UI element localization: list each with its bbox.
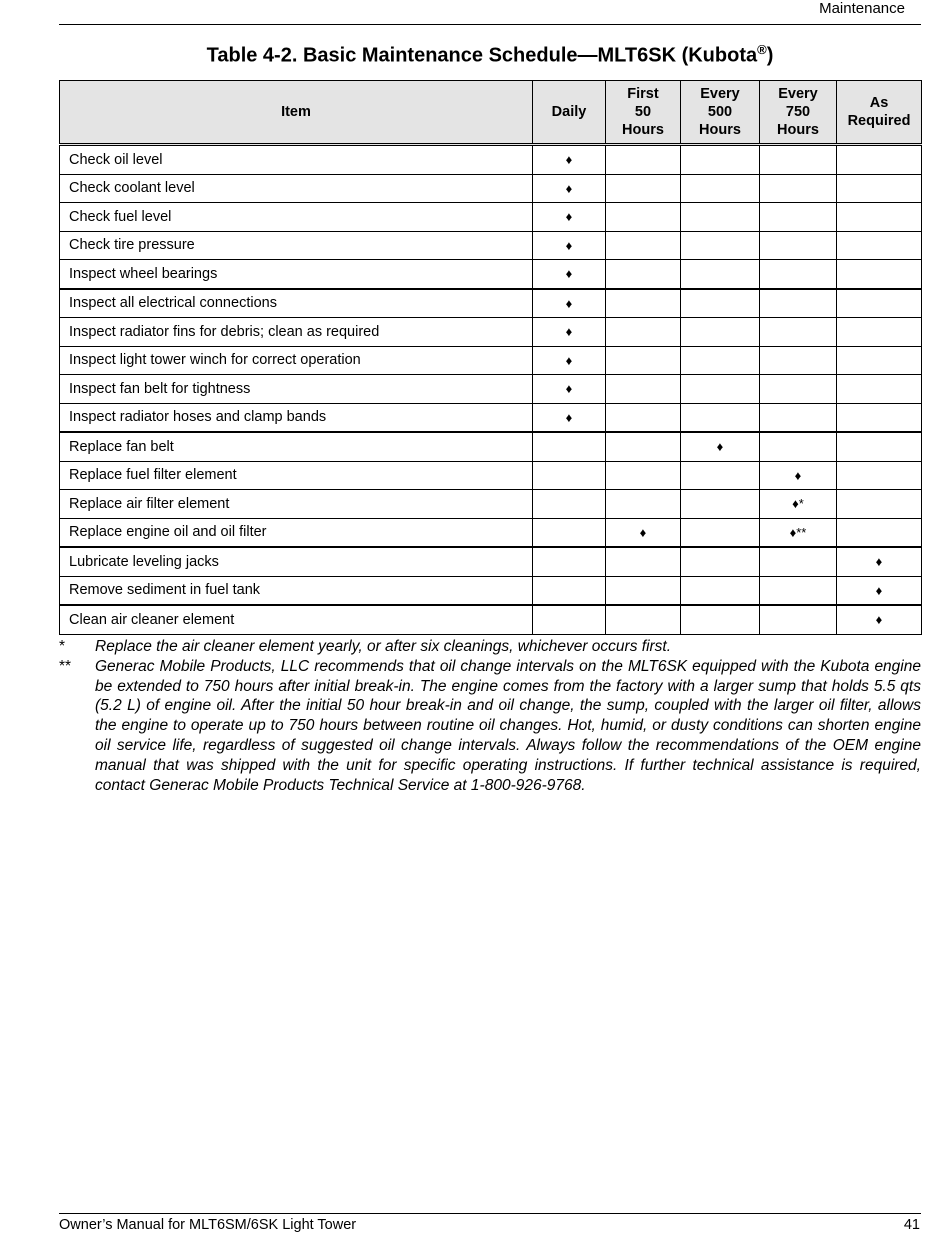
header-line: Every xyxy=(778,86,818,102)
item-cell: Check tire pressure xyxy=(60,231,533,260)
empty-cell xyxy=(760,203,837,232)
interval-mark: ♦ xyxy=(837,547,922,576)
footnote xyxy=(59,637,921,657)
interval-mark: ♦ xyxy=(533,403,606,432)
empty-cell xyxy=(681,461,760,490)
empty-cell xyxy=(533,490,606,519)
table-row xyxy=(60,547,922,576)
empty-cell xyxy=(681,490,760,519)
header-line: 500 xyxy=(707,104,733,120)
table-row xyxy=(60,346,922,375)
empty-cell xyxy=(681,605,760,634)
interval-mark: ♦** xyxy=(760,518,837,547)
item-cell: Inspect radiator hoses and clamp bands xyxy=(60,403,533,432)
manual-title: Owner’s Manual for MLT6SM/6SK Light Tower xyxy=(59,1217,357,1233)
empty-cell xyxy=(837,289,922,318)
empty-cell xyxy=(606,547,681,576)
empty-cell xyxy=(533,432,606,461)
table-row xyxy=(60,403,922,432)
empty-cell xyxy=(606,576,681,605)
table-row xyxy=(60,605,922,634)
item-cell: Inspect light tower winch for correct operation xyxy=(60,346,533,375)
empty-cell xyxy=(533,605,606,634)
empty-cell xyxy=(760,375,837,404)
empty-cell xyxy=(533,547,606,576)
interval-mark: ♦ xyxy=(533,231,606,260)
empty-cell xyxy=(681,318,760,347)
empty-cell xyxy=(681,289,760,318)
empty-cell xyxy=(533,518,606,547)
empty-cell xyxy=(606,145,681,175)
footnote-symbol: ** xyxy=(59,657,72,675)
interval-mark: ♦ xyxy=(533,346,606,375)
empty-cell xyxy=(760,174,837,203)
column-header-every-750-hours xyxy=(760,81,837,145)
interval-mark: ♦ xyxy=(533,318,606,347)
empty-cell xyxy=(837,432,922,461)
footnote-symbol: * xyxy=(59,638,66,655)
table-row xyxy=(60,289,922,318)
item-cell: Clean air cleaner element xyxy=(60,605,533,634)
empty-cell xyxy=(606,490,681,519)
footnote-text: Generac Mobile Products, LLC recommends that oil change intervals on the MLT6SK equipped with the Kubota engine be extended to 750 hours after initial break-in. The engine comes from the factory with a larger sump that holds 5.5 qts (5.2 L) of engine oil. After the initial 50 hour break-in and oil change, the sump, coupled with the larger oil filter, allows the engine to operate up to 750 hours between routine oil changes. Hot, humid, or dusty conditions can shorten engine oil service life, regardless of suggested oil change intervals. Always follow the recommendations of the OEM engine manual that was shipped with the unit for specific operating instructions. If further technical assistance is required, contact Generac Mobile Products Technical Service at 1-800-926-9768. xyxy=(95,657,921,794)
column-header-daily xyxy=(533,81,606,145)
interval-mark: ♦ xyxy=(681,432,760,461)
empty-cell xyxy=(837,174,922,203)
empty-cell xyxy=(606,174,681,203)
table-row xyxy=(60,518,922,547)
empty-cell xyxy=(837,203,922,232)
section-header: Maintenance xyxy=(819,0,905,17)
table-row xyxy=(60,375,922,404)
column-header-first-50-hours xyxy=(606,81,681,145)
table-row xyxy=(60,461,922,490)
footer-rule xyxy=(59,1213,921,1214)
empty-cell xyxy=(681,346,760,375)
empty-cell xyxy=(837,260,922,289)
interval-mark: ♦ xyxy=(533,260,606,289)
header-line: Item xyxy=(281,104,311,120)
empty-cell xyxy=(837,518,922,547)
empty-cell xyxy=(681,518,760,547)
footnotes xyxy=(59,637,921,795)
item-cell: Replace engine oil and oil filter xyxy=(60,518,533,547)
header-line: Daily xyxy=(551,104,587,120)
interval-mark: ♦ xyxy=(533,145,606,175)
item-cell: Inspect fan belt for tightness xyxy=(60,375,533,404)
title-close: ) xyxy=(766,44,774,67)
item-cell: Replace fuel filter element xyxy=(60,461,533,490)
empty-cell xyxy=(837,231,922,260)
interval-mark: ♦ xyxy=(606,518,681,547)
item-cell: Replace fan belt xyxy=(60,432,533,461)
empty-cell xyxy=(760,318,837,347)
interval-mark: ♦ xyxy=(533,174,606,203)
empty-cell xyxy=(681,203,760,232)
empty-cell xyxy=(606,231,681,260)
table-row xyxy=(60,260,922,289)
table-row xyxy=(60,432,922,461)
interval-mark: ♦ xyxy=(837,576,922,605)
item-cell: Inspect all electrical connections xyxy=(60,289,533,318)
empty-cell xyxy=(760,145,837,175)
interval-mark: ♦ xyxy=(533,375,606,404)
empty-cell xyxy=(606,461,681,490)
empty-cell xyxy=(606,375,681,404)
empty-cell xyxy=(606,260,681,289)
header-line: As xyxy=(869,95,889,111)
page-number: 41 xyxy=(903,1217,920,1233)
table-body xyxy=(60,145,922,635)
table-row xyxy=(60,231,922,260)
item-cell: Check coolant level xyxy=(60,174,533,203)
empty-cell xyxy=(606,346,681,375)
empty-cell xyxy=(606,289,681,318)
registered-mark: ® xyxy=(757,42,767,57)
header-line: Hours xyxy=(777,122,819,138)
table-row xyxy=(60,576,922,605)
empty-cell xyxy=(681,231,760,260)
table-row xyxy=(60,318,922,347)
header-line: 50 xyxy=(634,104,652,120)
empty-cell xyxy=(837,346,922,375)
empty-cell xyxy=(606,318,681,347)
interval-mark: ♦ xyxy=(533,289,606,318)
item-cell: Inspect radiator fins for debris; clean as required xyxy=(60,318,533,347)
title-text: Table 4-2. Basic Maintenance Schedule—MLT6SK (Kubota xyxy=(206,44,758,67)
header-line: Every xyxy=(700,86,740,102)
item-cell: Inspect wheel bearings xyxy=(60,260,533,289)
empty-cell xyxy=(837,490,922,519)
empty-cell xyxy=(760,260,837,289)
empty-cell xyxy=(760,576,837,605)
table-title xyxy=(59,42,921,68)
empty-cell xyxy=(606,432,681,461)
empty-cell xyxy=(681,403,760,432)
empty-cell xyxy=(760,432,837,461)
empty-cell xyxy=(681,375,760,404)
empty-cell xyxy=(760,403,837,432)
empty-cell xyxy=(606,605,681,634)
item-cell: Remove sediment in fuel tank xyxy=(60,576,533,605)
column-header-every-500-hours xyxy=(681,81,760,145)
empty-cell xyxy=(681,547,760,576)
column-header-item xyxy=(60,81,533,145)
table-header-row xyxy=(60,81,922,145)
header-line: Hours xyxy=(622,122,664,138)
empty-cell xyxy=(681,576,760,605)
empty-cell xyxy=(681,260,760,289)
item-cell: Check oil level xyxy=(60,145,533,175)
interval-mark: ♦ xyxy=(837,605,922,634)
header-line: Required xyxy=(847,113,911,129)
empty-cell xyxy=(837,318,922,347)
empty-cell xyxy=(606,203,681,232)
table-row xyxy=(60,203,922,232)
table-row xyxy=(60,145,922,175)
empty-cell xyxy=(681,174,760,203)
item-cell: Replace air filter element xyxy=(60,490,533,519)
empty-cell xyxy=(681,145,760,175)
empty-cell xyxy=(837,375,922,404)
empty-cell xyxy=(760,231,837,260)
empty-cell xyxy=(837,403,922,432)
interval-mark: ♦ xyxy=(760,461,837,490)
empty-cell xyxy=(533,461,606,490)
empty-cell xyxy=(760,346,837,375)
maintenance-schedule-table xyxy=(59,80,922,635)
empty-cell xyxy=(837,461,922,490)
footnote xyxy=(59,657,921,796)
empty-cell xyxy=(760,289,837,318)
column-header-as-required xyxy=(837,81,922,145)
empty-cell xyxy=(606,403,681,432)
header-rule xyxy=(59,24,921,25)
table-row xyxy=(60,174,922,203)
empty-cell xyxy=(837,145,922,175)
footnote-text: Replace the air cleaner element yearly, or after six cleanings, whichever occurs first. xyxy=(95,638,672,655)
table-row xyxy=(60,490,922,519)
empty-cell xyxy=(760,547,837,576)
header-line: Hours xyxy=(699,122,741,138)
empty-cell xyxy=(760,605,837,634)
header-line: 750 xyxy=(785,104,811,120)
item-cell: Lubricate leveling jacks xyxy=(60,547,533,576)
header-line: First xyxy=(627,86,659,102)
interval-mark: ♦* xyxy=(760,490,837,519)
empty-cell xyxy=(533,576,606,605)
item-cell: Check fuel level xyxy=(60,203,533,232)
interval-mark: ♦ xyxy=(533,203,606,232)
